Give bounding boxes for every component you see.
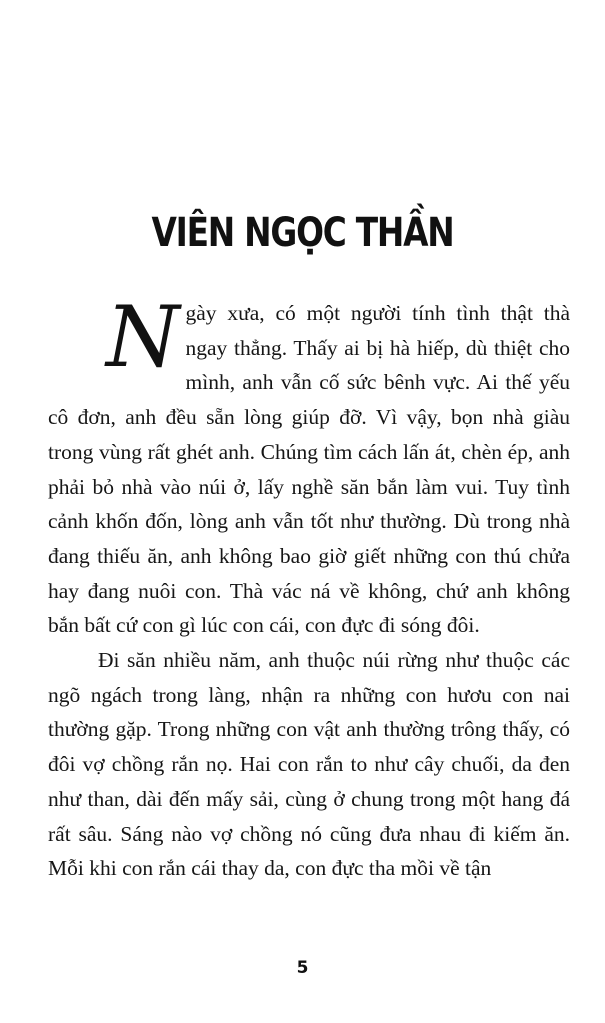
- paragraph-1: [48, 288, 570, 643]
- paragraph-1-text: gày xưa, có một người tính tình thật thà ngay thẳng. Thấy ai bị hà hiếp, dù thiệt cho mình, anh vẫn cố sức bênh vực. Ai thế yếu cô đơn, anh đều sẵn lòng giúp đỡ. Vì vậy, bọn nhà giàu trong vùng rất ghét anh. Chúng tìm cách lấn át, chèn ép, anh phải bỏ nhà vào núi ở, lấy nghề săn bắn làm vui. Tuy tình cảnh khốn đốn, lòng anh vẫn tốt như thường. Dù trong nhà đang thiếu ăn, anh không bao giờ giết những con thú chửa hay đang nuôi con. Thà vác ná về không, chứ anh không bắn bất cứ con gì lúc con cái, con đực đi sóng đôi.: [48, 301, 570, 638]
- chapter-title: VIÊN NGỌC THẦN: [151, 210, 454, 256]
- story-body: [48, 288, 570, 886]
- drop-cap: N: [106, 288, 178, 386]
- page-number: 5: [296, 958, 309, 978]
- paragraph-2: Đi săn nhiều năm, anh thuộc núi rừng như thuộc các ngõ ngách trong làng, nhận ra những con hươu con nai thường gặp. Trong những con vật anh thường trông thấy, có đôi vợ chồng rắn nọ. Hai con rắn to như cây chuối, da đen như than, dài đến mấy sải, cùng ở chung trong một hang đá rất sâu. Sáng nào vợ chồng nó cũng đưa nhau đi kiếm ăn. Mỗi khi con rắn cái thay da, con đực tha mồi về tận: [48, 648, 570, 881]
